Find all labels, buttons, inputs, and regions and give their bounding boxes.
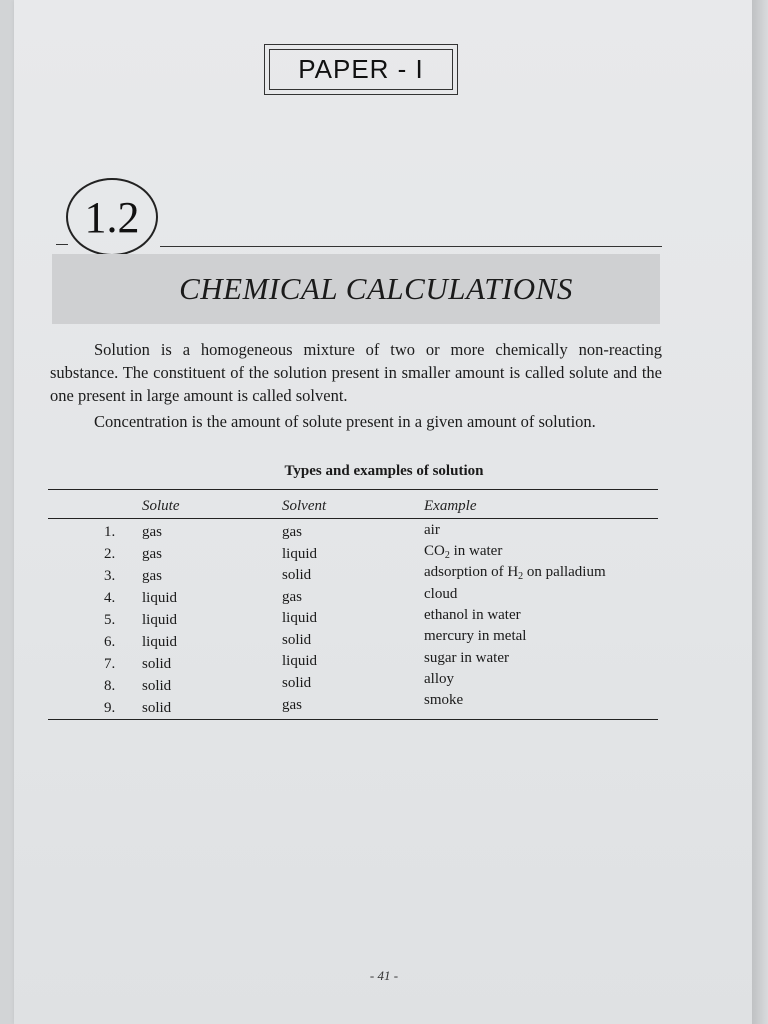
- cell-example: [424, 564, 606, 582]
- row-number: 3.: [104, 568, 116, 584]
- example-subscript: 2: [444, 550, 450, 561]
- page-number: - 41 -: [369, 968, 399, 983]
- cell-example: sugar in water: [424, 650, 509, 666]
- chapter-title-band: [52, 254, 660, 324]
- cell-example: cloud: [424, 586, 458, 602]
- cell-solute: gas: [142, 546, 162, 562]
- cell-solute: solid: [142, 656, 172, 672]
- paragraph-solution: [50, 338, 662, 407]
- row-number: 2.: [104, 546, 116, 562]
- table-bottom-rule: [48, 719, 658, 720]
- row-number: 6.: [104, 634, 116, 650]
- chapter-rule: [160, 246, 662, 247]
- cell-example: smoke: [424, 692, 464, 708]
- cell-solute: solid: [142, 678, 172, 694]
- cell-solvent: gas: [282, 524, 302, 540]
- paper-label-box: [264, 44, 458, 95]
- cell-solute: solid: [142, 700, 172, 716]
- row-number: 4.: [104, 590, 116, 606]
- cell-solute: liquid: [142, 612, 178, 628]
- example-subscript: 2: [518, 571, 524, 582]
- row-number: 9.: [104, 700, 116, 716]
- paragraph-concentration: [50, 410, 662, 433]
- cell-solvent: solid: [282, 567, 312, 583]
- paragraph-concentration-text: Concentration is the amount of solute present in a given amount of solution.: [94, 412, 596, 431]
- cell-solute: gas: [142, 568, 162, 584]
- cell-solvent: liquid: [282, 653, 318, 669]
- cell-example: [424, 543, 502, 561]
- cell-example: alloy: [424, 671, 454, 687]
- cell-solvent: solid: [282, 675, 312, 691]
- example-text: in water: [449, 543, 503, 559]
- cell-solvent: liquid: [282, 546, 318, 562]
- cell-solvent: gas: [282, 589, 302, 605]
- row-number: 5.: [104, 612, 116, 628]
- cell-example: ethanol in water: [424, 607, 521, 623]
- table-header-rule: [48, 518, 658, 519]
- cell-solute: liquid: [142, 590, 178, 606]
- chapter-rule-left: [56, 244, 68, 245]
- cell-example: mercury in metal: [424, 628, 527, 644]
- cell-example: air: [424, 522, 440, 538]
- example-text: CO: [424, 543, 445, 559]
- book-page: [14, 0, 754, 1024]
- cell-solvent: solid: [282, 632, 312, 648]
- cell-solvent: gas: [282, 697, 302, 713]
- header-example: Example: [424, 498, 477, 514]
- table-top-rule: [48, 489, 658, 490]
- paragraph-solution-text: Solution is a homogeneous mixture of two or more chemically non-reacting substance. The constituent of the solution present in smaller amount is called solute and the one present in large amount is called solvent.: [50, 340, 662, 405]
- header-solute: Solute: [142, 498, 180, 514]
- example-text: adsorption of H: [424, 564, 519, 580]
- row-number: 1.: [104, 524, 116, 540]
- header-solvent: Solvent: [282, 498, 327, 514]
- paper-label: PAPER - I: [269, 49, 453, 90]
- book-spine: [752, 0, 768, 1024]
- cell-solute: gas: [142, 524, 162, 540]
- example-text: on palladium: [523, 564, 606, 580]
- table-caption: Types and examples of solution: [284, 463, 484, 479]
- row-number: 7.: [104, 656, 116, 672]
- chapter-title: CHEMICAL CALCULATIONS: [179, 271, 573, 306]
- cell-solvent: liquid: [282, 610, 318, 626]
- chapter-number: 1.2: [66, 178, 158, 256]
- row-number: 8.: [104, 678, 116, 694]
- cell-solute: liquid: [142, 634, 178, 650]
